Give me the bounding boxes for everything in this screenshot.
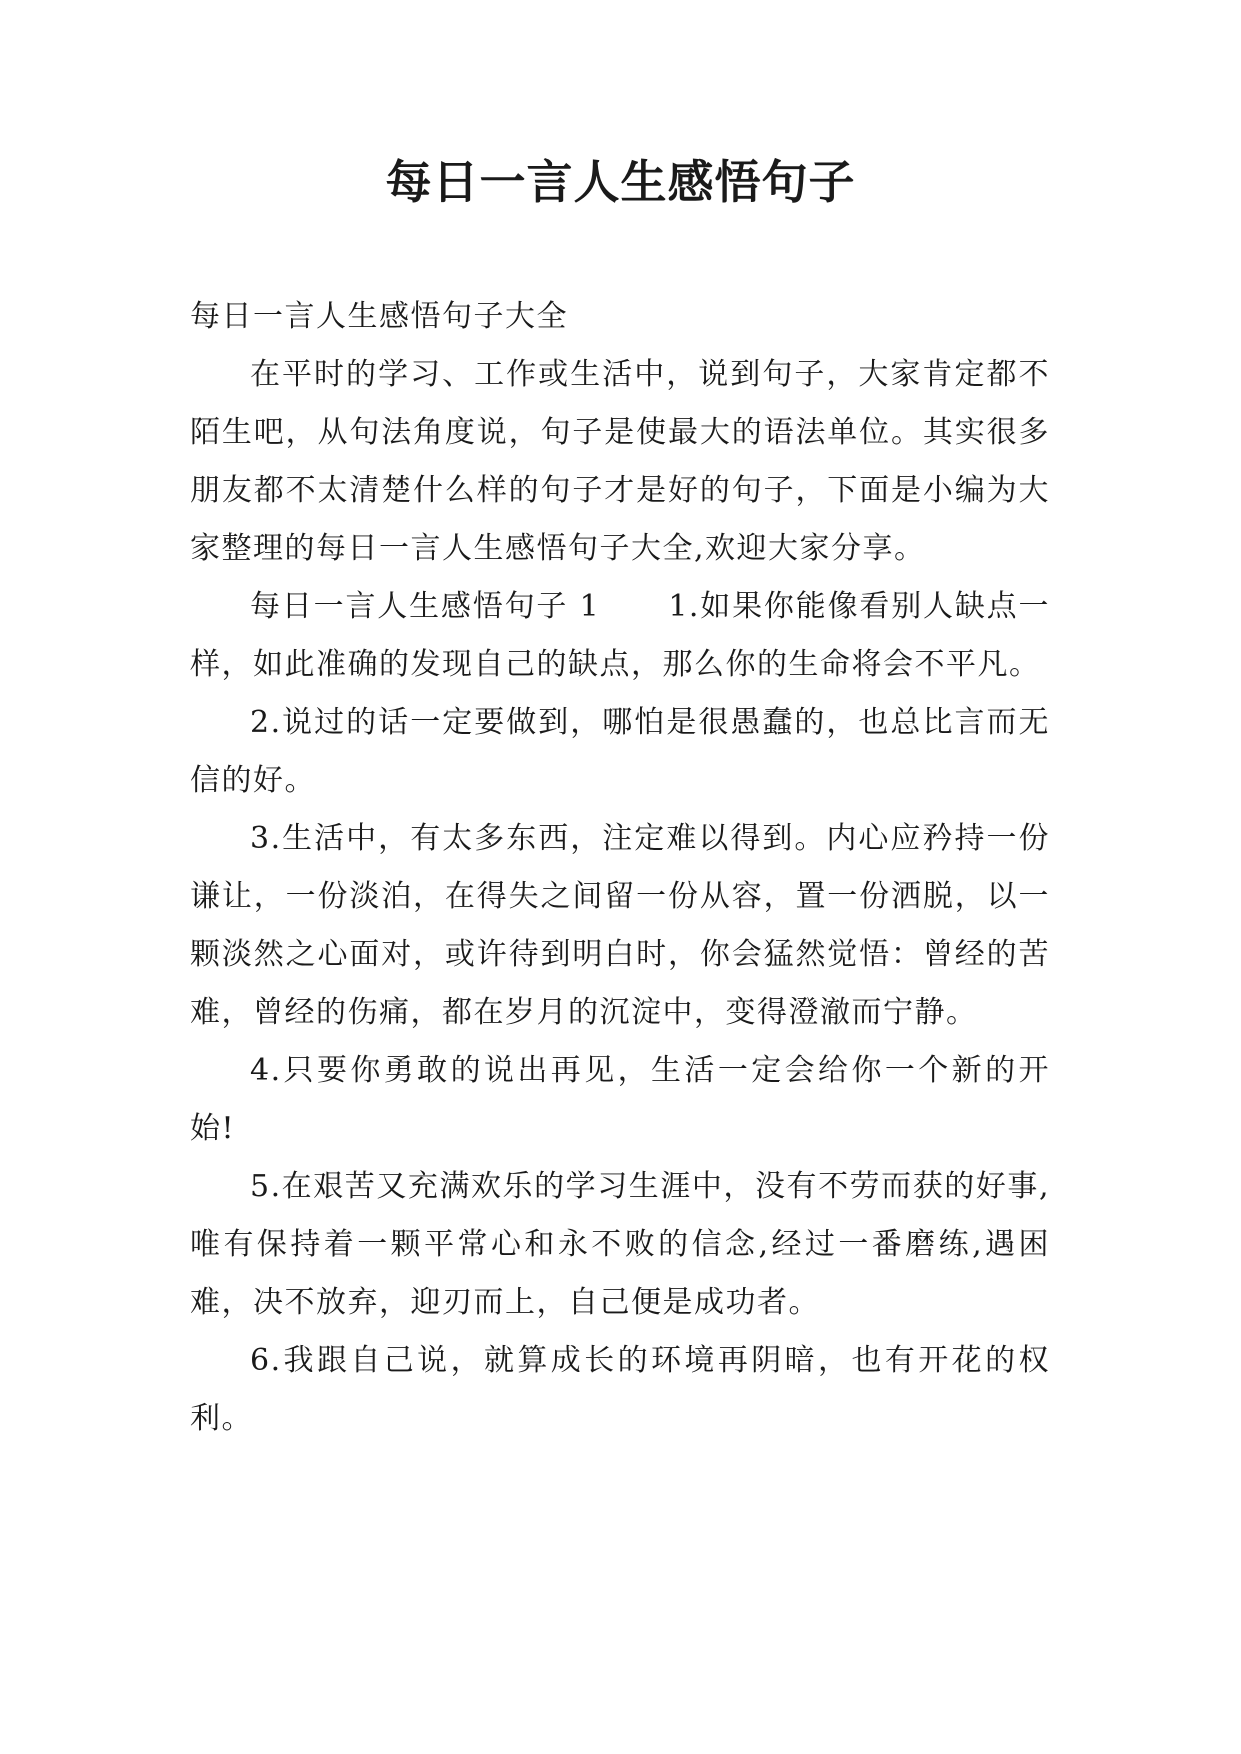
document-body [190,288,1050,1448]
list-item: 3.生活中，有太多东西，注定难以得到。内心应矜持一份谦让，一份淡泊，在得失之间留一份从容，置一份洒脱，以一颗淡然之心面对，或许待到明白时，你会猛然觉悟：曾经的苦难，曾经的伤痛，都在岁月的沉淀中，变得澄澈而宁静。 [190,821,1050,1030]
list-item [190,578,1050,694]
list-item: 6.我跟自己说，就算成长的环境再阴暗，也有开花的权利。 [190,1343,1050,1436]
list-item: 2.说过的话一定要做到，哪怕是很愚蠢的，也总比言而无信的好。 [190,705,1050,798]
list-item: 5.在艰苦又充满欢乐的学习生涯中，没有不劳而获的好事,唯有保持着一颗平常心和永不败的信念,经过一番磨练,遇困难，决不放弃，迎刃而上，自己便是成功者。 [190,1169,1050,1320]
document-title: 每日一言人生感悟句子 [385,155,856,209]
document-subtitle: 每日一言人生感悟句子大全 [190,299,568,334]
item-text: 1.如果你能像看别人缺点一样，如此准确的发现自己的缺点，那么你的生命将会不平凡。 [190,589,1050,682]
intro-paragraph: 在平时的学习、工作或生活中，说到句子，大家肯定都不陌生吧，从句法角度说，句子是使最大的语法单位。其实很多朋友都不太清楚什么样的句子才是好的句子，下面是小编为大家整理的每日一言人生感悟句子大全,欢迎大家分享。 [190,357,1050,566]
section-heading: 每日一言人生感悟句子 1 [250,589,601,624]
list-item: 4.只要你勇敢的说出再见，生活一定会给你一个新的开始! [190,1053,1050,1146]
